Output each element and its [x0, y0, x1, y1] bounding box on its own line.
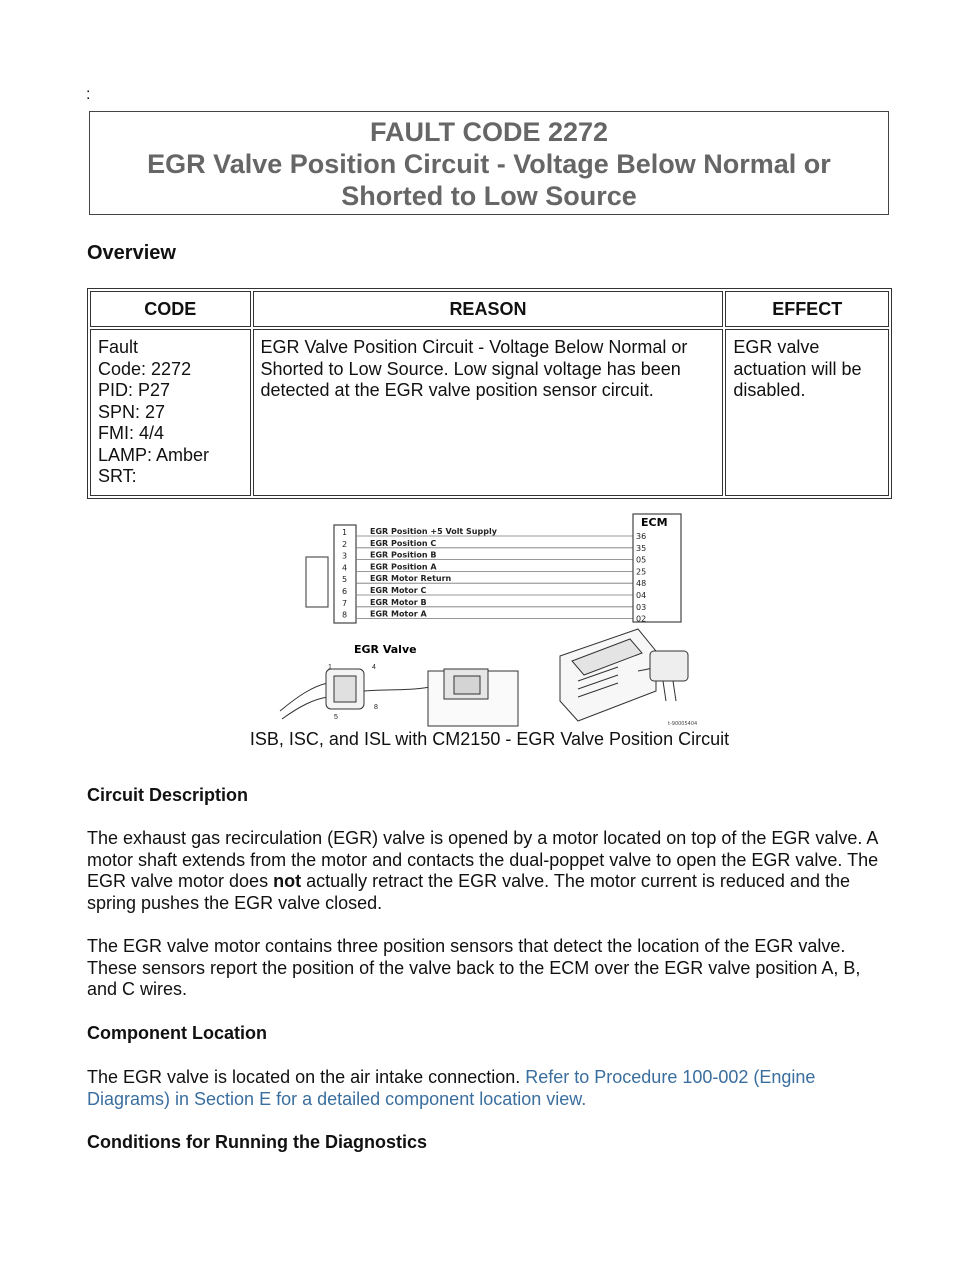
- svg-text:5: 5: [334, 714, 338, 721]
- connector-pin-label: 8: [342, 610, 348, 620]
- ecm-pin-label: 03: [636, 602, 647, 612]
- wire-label: EGR Motor C: [370, 586, 427, 595]
- wire-label: EGR Position C: [370, 538, 437, 548]
- reason-cell: EGR Valve Position Circuit - Voltage Below Normal or Shorted to Low Source. Low signal voltage has been detected at the EGR valve position sensor circuit.: [253, 329, 724, 496]
- fault-description-line2: Shorted to Low Source: [341, 181, 637, 211]
- overview-heading: Overview: [87, 242, 176, 264]
- figure-id: t-90005404: [668, 721, 698, 727]
- code-line: PID: P27: [98, 380, 171, 400]
- ecm-label: ECM: [641, 516, 668, 529]
- connector-pin-label: 7: [342, 598, 348, 608]
- code-line: Fault: [98, 337, 139, 357]
- code-line: Code: 2272: [98, 358, 192, 379]
- procedure-link[interactable]: Refer to Procedure 100-002 (Engine Diagrams) in Section E for a detailed component location view.: [87, 1067, 816, 1109]
- ecm-pin-label: 02: [636, 614, 647, 624]
- code-line: SPN: 27: [98, 401, 166, 422]
- conditions-heading: Conditions for Running the Diagnostics: [87, 1132, 427, 1152]
- page-marker: :: [86, 86, 91, 103]
- fault-description-line1: EGR Valve Position Circuit - Voltage Below Normal or: [147, 149, 831, 179]
- connector-pin-label: 2: [342, 539, 348, 549]
- connector-pin-label: 6: [342, 587, 348, 596]
- svg-text:4: 4: [372, 664, 376, 671]
- egr-valve-label: EGR Valve: [354, 643, 417, 656]
- emphasis-not: not: [273, 871, 302, 891]
- circuit-description-paragraph-2: The EGR valve motor contains three position sensors that detect the location of the EGR valve. These sensors report the position of the valve back to the ECM over the EGR valve position A, B, and C wires.: [87, 936, 861, 999]
- connector-pin-label: 3: [342, 551, 348, 561]
- valve-connector-tab: [306, 557, 328, 607]
- effect-cell: EGR valve actuation will be disabled.: [725, 329, 889, 496]
- code-cell: [90, 329, 251, 496]
- ecm-pin-label: 05: [636, 555, 647, 565]
- code-line: FMI: 4/4: [98, 423, 165, 443]
- circuit-description-heading: Circuit Description: [87, 785, 249, 805]
- fault-code-title: FAULT CODE 2272: [369, 117, 609, 147]
- paragraph-text: The EGR valve is located on the air intake connection.: [87, 1067, 526, 1087]
- svg-text:8: 8: [374, 704, 378, 711]
- connector-pin-label: 5: [342, 575, 348, 585]
- ecm-pin-label: 04: [636, 591, 647, 600]
- egr-valve-illustration: [280, 664, 518, 726]
- diagram-caption: ISB, ISC, and ISL with CM2150 - EGR Valve Position Circuit: [249, 729, 730, 749]
- header-effect: EFFECT: [725, 291, 889, 327]
- circuit-description-paragraph-1: [87, 828, 887, 914]
- header-reason: REASON: [253, 291, 724, 327]
- paragraph-text: The exhaust gas recirculation (EGR) valve is opened by a motor located on top of the EGR valve. A motor shaft extends from the motor and contacts the dual-poppet valve to open the EGR valve. The EGR valve motor does: [87, 828, 879, 891]
- egr-circuit-diagram: [278, 511, 698, 729]
- wire-label: EGR Position A: [370, 562, 437, 572]
- ecm-module-illustration: [560, 629, 688, 721]
- connector-pin-label: 4: [342, 563, 348, 573]
- component-location-paragraph: [87, 1067, 887, 1110]
- header-code: CODE: [90, 291, 251, 327]
- connector-pin-label: 1: [342, 528, 348, 537]
- code-line: SRT:: [98, 466, 137, 486]
- wire-label: EGR Motor Return: [370, 574, 452, 584]
- wire-label: EGR Position +5 Volt Supply: [370, 527, 497, 536]
- fault-code-table: [87, 288, 892, 499]
- fault-title-box: [89, 111, 889, 215]
- wire-label: EGR Motor B: [370, 597, 427, 607]
- component-location-heading: Component Location: [87, 1023, 267, 1043]
- paragraph-text: actually retract the EGR valve. The motor current is reduced and the spring pushes the EGR valve closed.: [87, 871, 850, 913]
- ecm-pin-label: 36: [636, 532, 647, 541]
- ecm-pin-label: 48: [636, 579, 647, 589]
- ecm-pin-label: 25: [636, 567, 647, 577]
- code-line: LAMP: Amber: [98, 444, 210, 465]
- wire-label: EGR Motor A: [370, 609, 427, 619]
- ecm-pin-label: 35: [636, 543, 647, 553]
- svg-text:1: 1: [328, 664, 332, 671]
- wire-label: EGR Position B: [370, 550, 437, 560]
